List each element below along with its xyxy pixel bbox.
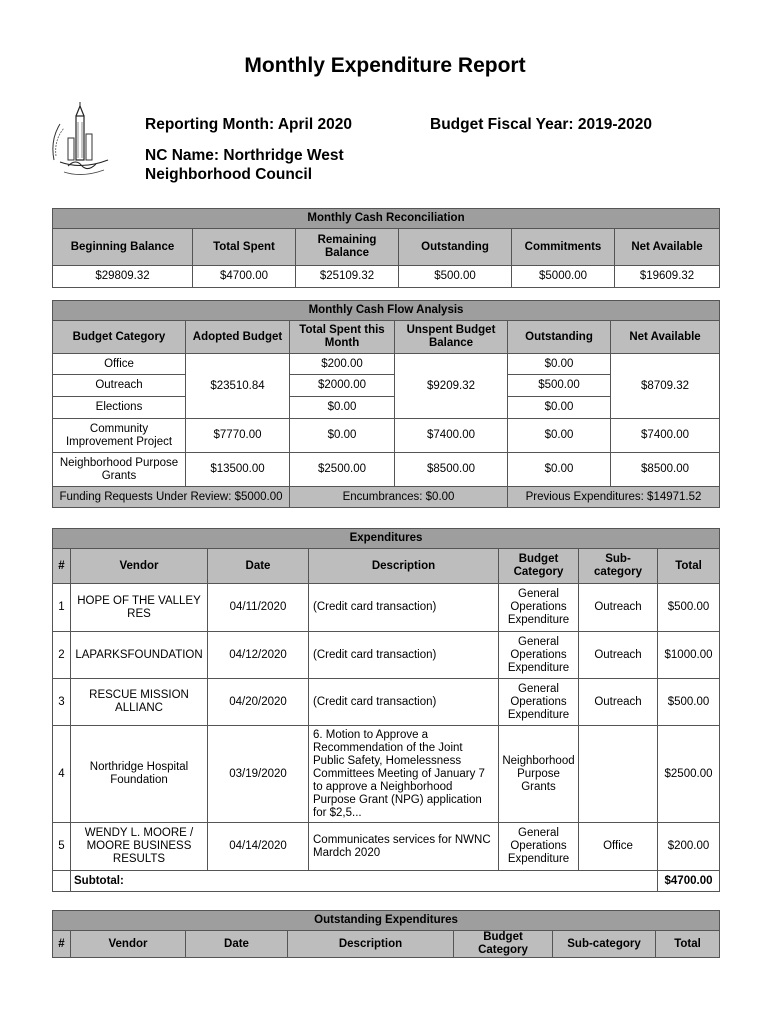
budget-category: General Operations Expenditure bbox=[499, 632, 579, 679]
col-header: Total bbox=[658, 549, 720, 584]
remaining-balance-value: $25109.32 bbox=[296, 266, 399, 288]
col-header: Outstanding bbox=[399, 229, 512, 266]
date: 03/19/2020 bbox=[208, 726, 309, 823]
category-outreach: Outreach bbox=[53, 375, 186, 397]
table-row bbox=[53, 726, 720, 823]
encumbrances: Encumbrances: $0.00 bbox=[290, 487, 508, 508]
outstanding-title: Outstanding Expenditures bbox=[53, 911, 720, 931]
col-header: Net Available bbox=[615, 229, 720, 266]
vendor: WENDY L. MOORE / MOORE BUSINESS RESULTS bbox=[71, 823, 208, 871]
budget-category: General Operations Expenditure bbox=[499, 823, 579, 871]
col-header: Sub-category bbox=[579, 549, 658, 584]
total: $500.00 bbox=[658, 584, 720, 632]
subtotal-label: Subtotal: bbox=[71, 871, 658, 892]
category-community: Community Improvement Project bbox=[53, 419, 186, 453]
commitments-value: $5000.00 bbox=[512, 266, 615, 288]
total: $500.00 bbox=[658, 679, 720, 726]
description: (Credit card transaction) bbox=[309, 584, 499, 632]
col-header: Adopted Budget bbox=[186, 321, 290, 354]
cash-flow-title: Monthly Cash Flow Analysis bbox=[53, 301, 720, 321]
npg-budget: $13500.00 bbox=[186, 453, 290, 487]
budget-category: General Operations Expenditure bbox=[499, 584, 579, 632]
date: 04/14/2020 bbox=[208, 823, 309, 871]
col-header: Total bbox=[656, 931, 720, 958]
col-header: Vendor bbox=[71, 931, 186, 958]
category-elections: Elections bbox=[53, 397, 186, 419]
reporting-month: Reporting Month: April 2020 bbox=[145, 116, 352, 133]
nc-name-line1: NC Name: Northridge West bbox=[145, 147, 344, 164]
col-header: # bbox=[53, 549, 71, 584]
outstanding-value: $500.00 bbox=[399, 266, 512, 288]
col-header: Remaining Balance bbox=[296, 229, 399, 266]
date: 04/20/2020 bbox=[208, 679, 309, 726]
row-number: 5 bbox=[53, 823, 71, 871]
col-header: Outstanding bbox=[508, 321, 611, 354]
community-budget: $7770.00 bbox=[186, 419, 290, 453]
sub-category: Outreach bbox=[579, 632, 658, 679]
report-title: Monthly Expenditure Report bbox=[244, 54, 526, 77]
office-outstanding: $0.00 bbox=[508, 354, 611, 375]
description: (Credit card transaction) bbox=[309, 679, 499, 726]
subtotal-value: $4700.00 bbox=[658, 871, 720, 892]
row-number: 3 bbox=[53, 679, 71, 726]
description: 6. Motion to Approve a Recommendation of the Joint Public Safety, Homelessness Committees Meeting of January 7 to approve a Neighborhood Purpose Grant (NPG) application for $2,5... bbox=[309, 726, 499, 823]
description: Communicates services for NWNC Mardch 2020 bbox=[309, 823, 499, 871]
city-seal-logo bbox=[46, 100, 118, 180]
description: (Credit card transaction) bbox=[309, 632, 499, 679]
npg-spent: $2500.00 bbox=[290, 453, 395, 487]
budget-category: Neighborhood Purpose Grants bbox=[499, 726, 579, 823]
community-net: $7400.00 bbox=[611, 419, 720, 453]
sub-category: Office bbox=[579, 823, 658, 871]
table-row bbox=[53, 584, 720, 632]
expenditures-title: Expenditures bbox=[53, 529, 720, 549]
total-spent-value: $4700.00 bbox=[193, 266, 296, 288]
office-spent: $200.00 bbox=[290, 354, 395, 375]
col-header: Net Available bbox=[611, 321, 720, 354]
previous-expenditures: Previous Expenditures: $14971.52 bbox=[508, 487, 720, 508]
beginning-balance-value: $29809.32 bbox=[53, 266, 193, 288]
community-outstanding: $0.00 bbox=[508, 419, 611, 453]
col-header: Sub-category bbox=[553, 931, 656, 958]
elections-spent: $0.00 bbox=[290, 397, 395, 419]
col-header: Unspent Budget Balance bbox=[395, 321, 508, 354]
row-number: 4 bbox=[53, 726, 71, 823]
sub-category: Outreach bbox=[579, 584, 658, 632]
sub-category bbox=[579, 726, 658, 823]
row-number: 1 bbox=[53, 584, 71, 632]
col-header: Commitments bbox=[512, 229, 615, 266]
npg-outstanding: $0.00 bbox=[508, 453, 611, 487]
npg-net: $8500.00 bbox=[611, 453, 720, 487]
col-header: Description bbox=[288, 931, 454, 958]
date: 04/12/2020 bbox=[208, 632, 309, 679]
net-available-value: $19609.32 bbox=[615, 266, 720, 288]
elections-outstanding: $0.00 bbox=[508, 397, 611, 419]
col-header: Budget Category bbox=[499, 549, 579, 584]
funding-requests: Funding Requests Under Review: $5000.00 bbox=[53, 487, 290, 508]
group-unspent-balance: $9209.32 bbox=[395, 354, 508, 419]
col-header: Budget Category bbox=[454, 931, 553, 958]
vendor: Northridge Hospital Foundation bbox=[71, 726, 208, 823]
col-header: Description bbox=[309, 549, 499, 584]
community-spent: $0.00 bbox=[290, 419, 395, 453]
subtotal-spacer bbox=[53, 871, 71, 892]
total: $200.00 bbox=[658, 823, 720, 871]
outreach-spent: $2000.00 bbox=[290, 375, 395, 397]
col-header: Beginning Balance bbox=[53, 229, 193, 266]
col-header: Date bbox=[208, 549, 309, 584]
group-adopted-budget: $23510.84 bbox=[186, 354, 290, 419]
npg-unspent: $8500.00 bbox=[395, 453, 508, 487]
outstanding-expenditures-table bbox=[52, 910, 720, 958]
vendor: RESCUE MISSION ALLIANC bbox=[71, 679, 208, 726]
fiscal-year: Budget Fiscal Year: 2019-2020 bbox=[430, 116, 653, 133]
sub-category: Outreach bbox=[579, 679, 658, 726]
total: $1000.00 bbox=[658, 632, 720, 679]
expenditures-table bbox=[52, 528, 720, 892]
cash-flow-table bbox=[52, 300, 720, 508]
group-net-available: $8709.32 bbox=[611, 354, 720, 419]
category-npg: Neighborhood Purpose Grants bbox=[53, 453, 186, 487]
reconciliation-title: Monthly Cash Reconciliation bbox=[53, 209, 720, 229]
col-header: Budget Category bbox=[53, 321, 186, 354]
cash-reconciliation-table bbox=[52, 208, 720, 288]
community-unspent: $7400.00 bbox=[395, 419, 508, 453]
budget-category: General Operations Expenditure bbox=[499, 679, 579, 726]
table-row bbox=[53, 823, 720, 871]
col-header: Total Spent this Month bbox=[290, 321, 395, 354]
table-row bbox=[53, 679, 720, 726]
table-row bbox=[53, 632, 720, 679]
col-header: Date bbox=[186, 931, 288, 958]
vendor: HOPE OF THE VALLEY RES bbox=[71, 584, 208, 632]
outreach-outstanding: $500.00 bbox=[508, 375, 611, 397]
col-header: # bbox=[53, 931, 71, 958]
category-office: Office bbox=[53, 354, 186, 375]
col-header: Vendor bbox=[71, 549, 208, 584]
date: 04/11/2020 bbox=[208, 584, 309, 632]
nc-name-line2: Neighborhood Council bbox=[145, 166, 313, 183]
row-number: 2 bbox=[53, 632, 71, 679]
vendor: LAPARKSFOUNDATION bbox=[71, 632, 208, 679]
total: $2500.00 bbox=[658, 726, 720, 823]
col-header: Total Spent bbox=[193, 229, 296, 266]
